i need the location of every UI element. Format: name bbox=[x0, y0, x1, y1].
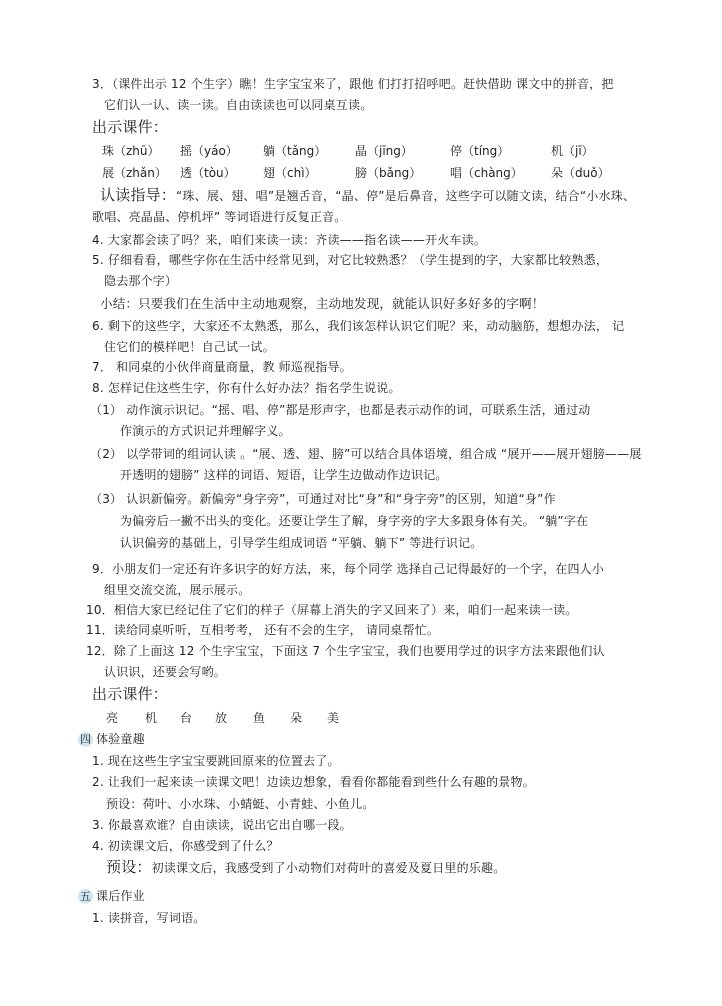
pinyin-item: 摇（yáo） bbox=[180, 144, 238, 158]
reading-guidance-label: 认读指导： bbox=[100, 186, 177, 204]
reading-guidance-line-2: 歌唱、亮晶晶、停机坪” 等词语进行反复正音。 bbox=[92, 210, 347, 224]
preset-text: 初读课文后，我感受到了小动物们对荷叶的喜爱及夏日里的乐趣。 bbox=[151, 861, 506, 875]
pinyin-item: 躺（tǎng） bbox=[263, 144, 327, 158]
courseware-heading-2: 出示课件： bbox=[92, 685, 169, 703]
step-3-line-1: 3．（课件出示 12 个生字）瞧！生字宝宝来了，跟他 们打打招呼吧。赶快借助 课文中的拼音，把 bbox=[92, 77, 614, 91]
method-2-line-1: （2） 以学带词的组词认读 。“展、透、翅、膀”可以结合具体语境，组合成 “展开——展开翅膀——展 bbox=[90, 447, 642, 461]
reading-guidance bbox=[100, 186, 635, 204]
char-item: 鱼 bbox=[253, 711, 266, 725]
pinyin-item: 翅（chì） bbox=[263, 166, 317, 180]
step-11: 11．读给同桌听听，互相考考， 还有不会的生字， 请同桌帮忙。 bbox=[86, 623, 440, 637]
step-5-line-2: 隐去那个字） bbox=[104, 274, 178, 288]
s5-item-1: 1. 读拼音，写词语。 bbox=[92, 911, 206, 925]
section-title: 课后作业 bbox=[96, 889, 145, 903]
step-6-line-2: 住它们的模样吧！自己试一试。 bbox=[104, 340, 275, 354]
method-3-line-3: 认识偏旁的基础上，引导学生组成词语 “平躺、躺下” 等进行识记。 bbox=[120, 536, 483, 550]
summary-line: 小结：只要我们在生活中主动地观察，主动地发现，就能认识好多好多的字啊！ bbox=[100, 296, 545, 311]
step-9-line-1: 9．小朋友们一定还有许多识字的好方法，来，每个同学 选择自己记得最好的一个字，在四人小 bbox=[92, 562, 605, 576]
s4-preset-1: 预设：荷叶、小水珠、小蜻蜓、小青蛙、小鱼儿。 bbox=[106, 797, 375, 811]
method-3-line-1: （3） 认识新偏旁。新偏旁“身字旁”，可通过对比“身”和“身字旁”的区别，知道“身”作 bbox=[90, 492, 556, 506]
pinyin-item: 透（tòu） bbox=[180, 166, 236, 180]
pinyin-item: 朵（duǒ） bbox=[551, 166, 610, 180]
section-5-heading bbox=[78, 888, 145, 904]
char-item: 亮 bbox=[106, 711, 119, 725]
method-2-line-2: 开透明的翅膀” 这样的词语、短语，让学生边做动作边识记。 bbox=[120, 468, 448, 482]
section-title: 体验童趣 bbox=[96, 732, 145, 746]
step-12-line-1: 12．除了上面这 12 个生字宝宝，下面这 7 个生字宝宝，我们也要用学过的识字方法来跟他们认 bbox=[86, 644, 605, 658]
pinyin-item: 晶（jīng） bbox=[355, 144, 413, 158]
courseware-heading-1: 出示课件： bbox=[92, 118, 169, 136]
step-6-line-1: 6. 剩下的这些字，大家还不太熟悉，那么，我们该怎样认识它们呢？来，动动脑筋，想想办法， 记 bbox=[92, 319, 625, 333]
method-1-line-1: （1） 动作演示识记。“摇、唱、停”都是形声字，也都是表示动作的词，可联系生活，通过动 bbox=[90, 403, 591, 417]
char-item: 美 bbox=[327, 711, 340, 725]
char-item: 台 bbox=[180, 711, 193, 725]
s4-item-1: 1. 现在这些生字宝宝要跳回原来的位置去了。 bbox=[92, 754, 340, 768]
char-item: 朵 bbox=[290, 711, 303, 725]
step-4: 4. 大家都会读了吗？来，咱们来读一读：齐读——指名读——开火车读。 bbox=[92, 233, 487, 247]
s4-item-4: 4. 初读课文后，你感受到了什么？ bbox=[92, 839, 279, 853]
char-item: 机 bbox=[145, 711, 158, 725]
pinyin-item: 唱（chàng） bbox=[450, 166, 523, 180]
pinyin-item: 展（zhǎn） bbox=[102, 166, 167, 180]
step-7: 7． 和同桌的小伙伴商量商量，教 师巡视指导。 bbox=[92, 360, 352, 374]
pinyin-item: 机（jī） bbox=[551, 144, 594, 158]
step-3-line-2: 它们认一认、读一读。自由读读也可以同桌互读。 bbox=[104, 98, 373, 112]
s4-preset-2 bbox=[106, 858, 505, 876]
step-12-line-2: 认识识，还要会写哟。 bbox=[104, 665, 227, 679]
pinyin-item: 珠（zhū） bbox=[102, 144, 160, 158]
section-4-heading bbox=[78, 731, 145, 747]
method-3-line-2: 为偏旁后一撇不出头的变化。还要让学生了解，身字旁的字大多跟身体有关。 “躺”字在 bbox=[120, 514, 589, 528]
preset-label: 预设： bbox=[106, 858, 152, 876]
step-9-line-2: 组里交流交流，展示展示。 bbox=[104, 583, 251, 597]
char-item: 放 bbox=[215, 711, 228, 725]
section-number-badge: 四 bbox=[79, 733, 92, 746]
reading-guidance-text: “珠、展、翅、唱”是翘舌音，“晶、停”是后鼻音，这些字可以随文读，结合“小水珠、 bbox=[176, 189, 636, 203]
pinyin-item: 停（tíng） bbox=[450, 144, 510, 158]
method-1-line-2: 作演示的方式识记并理解字义。 bbox=[120, 424, 291, 438]
s4-item-3: 3. 你最喜欢谁？自由读读，说出它出自哪一段。 bbox=[92, 818, 352, 832]
step-10: 10．相信大家已经记住了它们的样子（屏幕上消失的字又回来了）来，咱们一起来读一读。 bbox=[86, 603, 578, 617]
pinyin-item: 膀（bǎng） bbox=[355, 166, 422, 180]
section-number-badge: 五 bbox=[79, 890, 92, 903]
step-5-line-1: 5. 仔细看看，哪些字你在生活中经常见到，对它比较熟悉？（学生提到的字，大家都比较熟悉， bbox=[92, 253, 609, 267]
step-8: 8. 怎样记住这些生字，你有什么好办法？指名学生说说。 bbox=[92, 381, 401, 395]
s4-item-2: 2. 让我们一起来读一读课文吧！边读边想象，看看你都能看到些什么有趣的景物。 bbox=[92, 775, 535, 789]
